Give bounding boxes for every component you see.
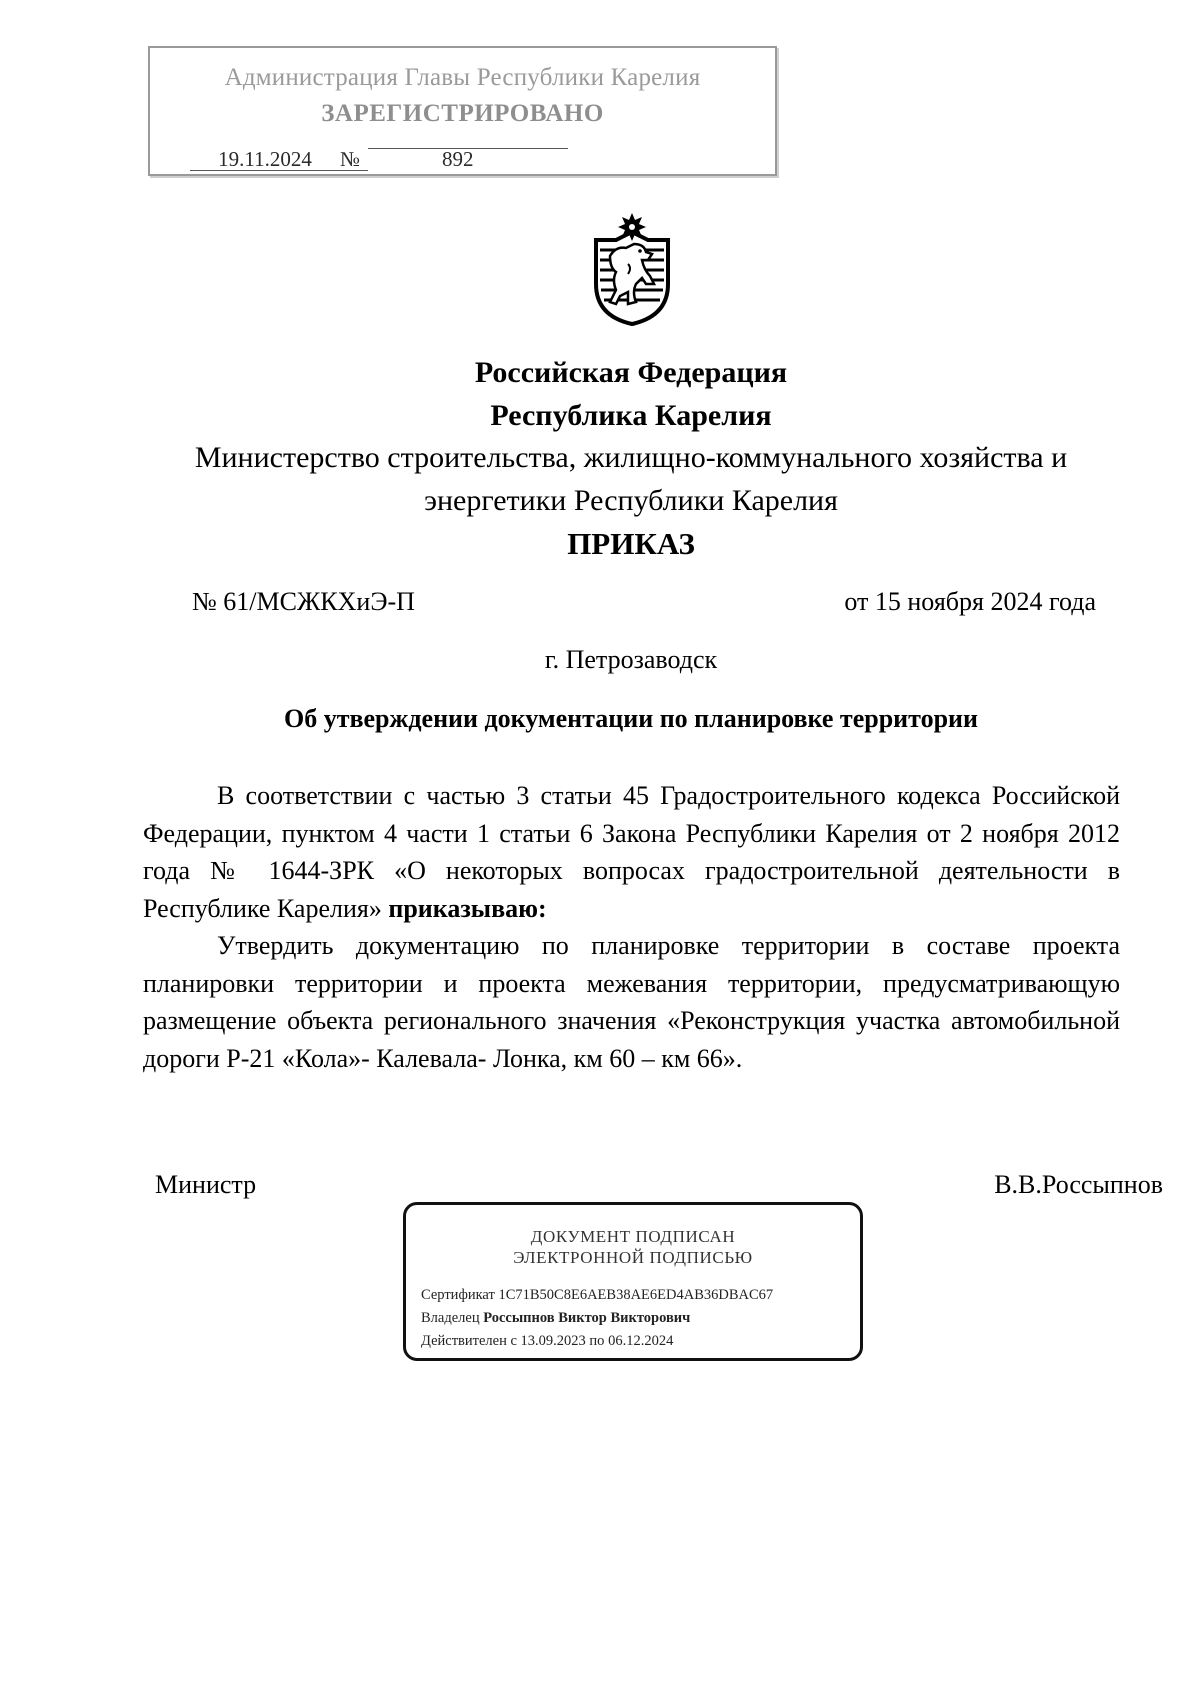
esig-valid-label: Действителен с bbox=[421, 1333, 517, 1349]
order-date: от 15 ноября 2024 года bbox=[844, 587, 1096, 616]
body-paragraph-1-bold: приказываю: bbox=[388, 893, 547, 923]
header-ministry-line1: Министерство строительства, жилищно-коммунального хозяйства и bbox=[194, 441, 1068, 474]
body-paragraph-1-text: В соответствии с частью 3 статьи 45 Градостроительного кодекса Российской Федерации, пунктом 4 части 1 статьи 6 Закона Республики Карелия от 2 ноября 2012 года № 1644-ЗРК «О некоторых вопросах градостроительной деятельности в Республике Карелия» bbox=[143, 781, 1120, 923]
stamp-number: 892 bbox=[442, 147, 474, 171]
stamp-registration-row bbox=[190, 148, 750, 172]
header-region: Республика Карелия bbox=[490, 399, 772, 432]
esig-owner-row bbox=[421, 1310, 690, 1327]
header-country: Российская Федерация bbox=[474, 356, 788, 389]
signatory-title: Министр bbox=[155, 1170, 257, 1199]
esig-cert-label: Сертификат bbox=[421, 1287, 495, 1303]
esig-certificate-row bbox=[421, 1287, 773, 1304]
esig-heading-1: ДОКУМЕНТ ПОДПИСАН bbox=[530, 1227, 736, 1246]
stamp-authority: Администрация Главы Республики Карелия bbox=[224, 64, 701, 91]
stamp-number-field bbox=[368, 147, 568, 171]
body-paragraph-2: Утвердить документацию по планировке территории в составе проекта планировки территории и проекта межевания территории, предусматривающую размещение объекта регионального значения «Реконструкция участка автомобильной дороги Р-21 «Кола»- Калевала- Лонка, км 60 – км 66». bbox=[143, 931, 1120, 1073]
esig-valid-to: 06.12.2024 bbox=[608, 1333, 674, 1349]
header-ministry-line2: энергетики Республики Карелия bbox=[424, 484, 838, 517]
order-subject: Об утверждении документации по планировке территории bbox=[283, 704, 978, 733]
registration-stamp bbox=[148, 46, 777, 176]
stamp-date: 19.11.2024 bbox=[190, 148, 340, 171]
signatory-name: В.В.Россыпнов bbox=[994, 1170, 1163, 1199]
esig-validity-row bbox=[421, 1333, 673, 1350]
order-number: № 61/МСЖКХиЭ-П bbox=[192, 587, 415, 616]
stamp-number-label: № bbox=[340, 148, 368, 171]
order-city: г. Петрозаводск bbox=[544, 645, 718, 674]
stamp-status: ЗАРЕГИСТРИРОВАНО bbox=[321, 100, 604, 127]
esig-owner-value: Россыпнов Виктор Викторович bbox=[483, 1310, 691, 1326]
esig-heading-2: ЭЛЕКТРОННОЙ ПОДПИСЬЮ bbox=[513, 1248, 753, 1267]
karelia-coat-of-arms-icon bbox=[584, 212, 680, 326]
body-paragraph-1 bbox=[143, 777, 1120, 927]
esig-cert-value: 1C71B50C8E6AEB38AE6ED4AB36DBAC67 bbox=[498, 1287, 774, 1303]
document-type: ПРИКАЗ bbox=[567, 526, 695, 561]
electronic-signature-stamp bbox=[403, 1202, 863, 1361]
esig-owner-label: Владелец bbox=[421, 1310, 480, 1326]
esig-valid-to-label: по bbox=[589, 1333, 605, 1349]
esig-valid-from: 13.09.2023 bbox=[520, 1333, 586, 1349]
